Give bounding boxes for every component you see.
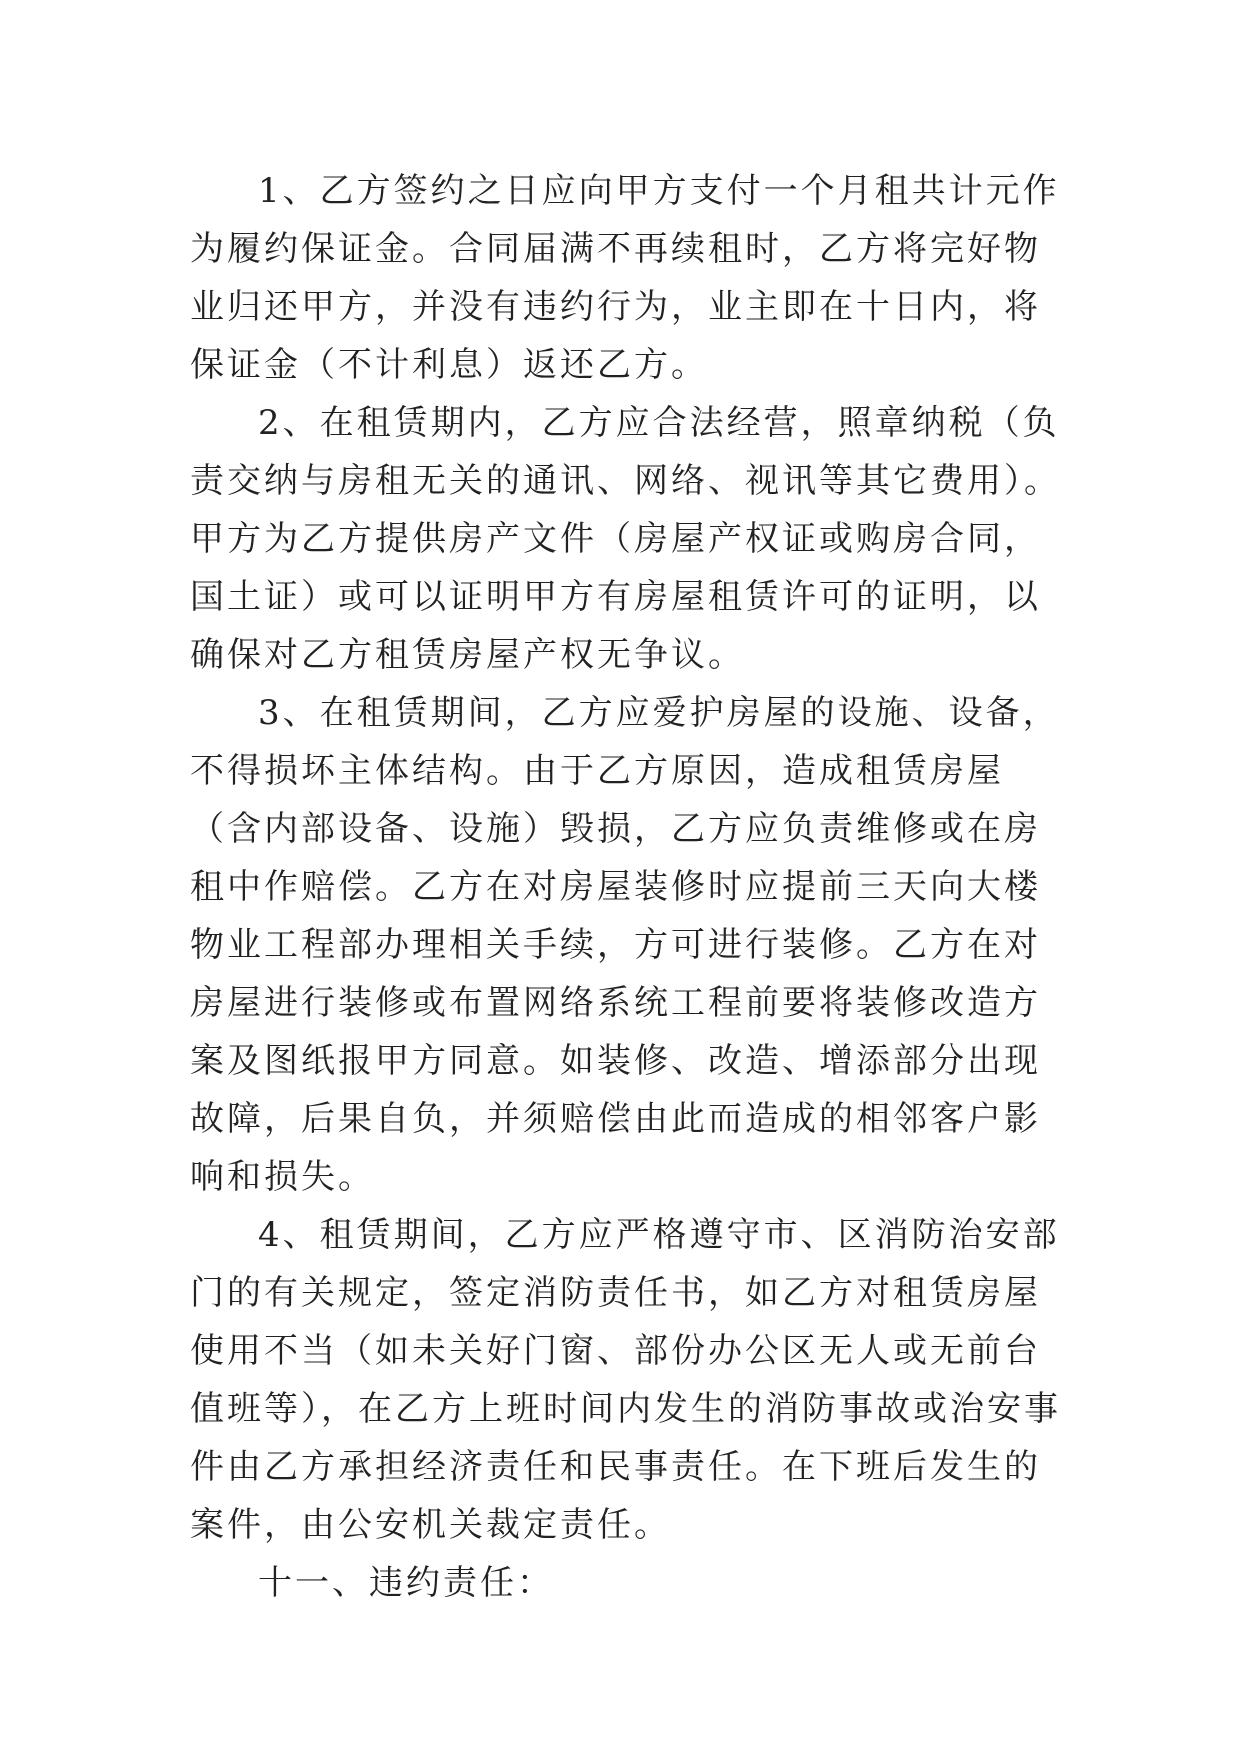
document-body — [190, 162, 1062, 1612]
paragraph-1: 1、乙方签约之日应向甲方支付一个月租共计元作为履约保证金。合同届满不再续租时，乙方将完好物业归还甲方，并没有违约行为，业主即在十日内，将保证金（不计利息）返还乙方。 — [190, 171, 1060, 385]
paragraph-3: 3、在租赁期间，乙方应爱护房屋的设施、设备，不得损坏主体结构。由于乙方原因，造成租赁房屋（含内部设备、设施）毁损，乙方应负责维修或在房租中作赔偿。乙方在对房屋装修时应提前三天向大楼物业工程部办理相关手续，方可进行装修。乙方在对房屋进行装修或布置网络系统工程前要将装修改造方案及图纸报甲方同意。如装修、改造、增添部分出现故障，后果自负，并须赔偿由此而造成的相邻客户影响和损失。 — [190, 693, 1060, 1197]
section-heading-11: 十一、违约责任： — [258, 1563, 554, 1603]
paragraph-4: 4、租赁期间，乙方应严格遵守市、区消防治安部门的有关规定，签定消防责任书，如乙方对租赁房屋使用不当（如未关好门窗、部份办公区无人或无前台值班等），在乙方上班时间内发生的消防事故或治安事件由乙方承担经济责任和民事责任。在下班后发生的案件，由公安机关裁定责任。 — [190, 1215, 1061, 1545]
paragraph-2: 2、在租赁期内，乙方应合法经营，照章纳税（负责交纳与房租无关的通讯、网络、视讯等其它费用）。甲方为乙方提供房产文件（房屋产权证或购房合同，国土证）或可以证明甲方有房屋租赁许可的证明，以确保对乙方租赁房屋产权无争议。 — [190, 403, 1061, 675]
